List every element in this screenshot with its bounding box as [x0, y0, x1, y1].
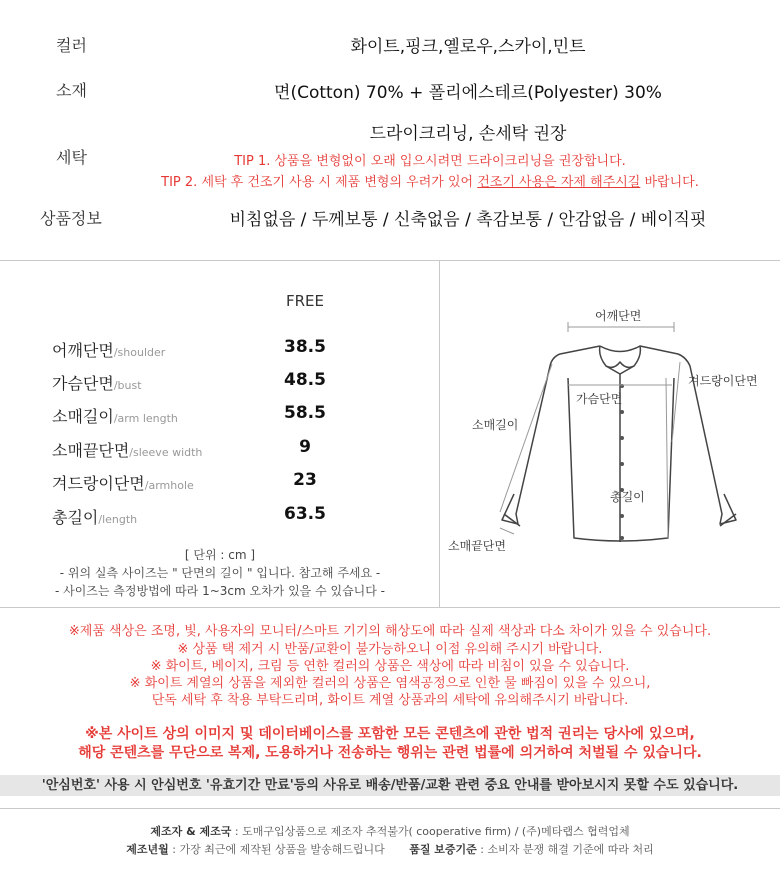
- size-note-1: - 위의 실측 사이즈는 " 단면의 길이 " 입니다. 참고해 주세요 -: [59, 566, 381, 580]
- divider: [0, 607, 780, 608]
- warning-line: ※ 화이트, 베이지, 크림 등 연한 컬러의 상품은 색상에 따라 비침이 있을 수 있습니다.: [150, 659, 630, 674]
- measure-lines: [500, 322, 680, 538]
- maker-value: : 도매구입상품으로 제조자 추적불가( cooperative firm) / (주)메타랩스 협력업체: [234, 825, 630, 838]
- size-row-value: 23: [293, 470, 317, 490]
- copyright-line: ※본 사이트 상의 이미지 및 데이터베이스를 포함한 모든 콘텐츠에 관한 법적 권리는 당사에 있으며,: [85, 726, 695, 742]
- size-row-en: /armhole: [144, 479, 194, 492]
- size-row-shoulder: [52, 338, 165, 361]
- size-row-label: 총길이: [52, 508, 99, 527]
- size-row-value: 48.5: [284, 370, 326, 390]
- material-value: 면(Cotton) 70% + 폴리에스테르(Polyester) 30%: [274, 83, 662, 103]
- size-row-en: /arm length: [113, 412, 178, 425]
- size-row-en: /shoulder: [113, 346, 166, 359]
- diagram-sleeve-width-label: 소매끝단면: [448, 539, 506, 553]
- notice-text: '안심번호' 사용 시 안심번호 '유효기간 만료'등의 사유로 배송/반품/교환 관련 중요 안내를 받아보시지 못할 수도 있습니다.: [41, 778, 739, 793]
- quality-value: : 소비자 분쟁 해결 기준에 따라 처리: [480, 843, 654, 856]
- warning-line: ※ 상품 택 제거 시 반품/교환이 불가능하오니 이점 유의해 주시기 바랍니다.: [177, 642, 603, 657]
- product-detail-value: 비침없음 / 두께보통 / 신축없음 / 촉감보통 / 안감없음 / 베이직핏: [229, 210, 707, 230]
- warning-line: 단독 세탁 후 착용 부탁드리며, 화이트 계열 상품과의 세탁에 유의해주시기 바랍니다.: [151, 693, 629, 708]
- size-row-length: [52, 505, 137, 528]
- notice-bar: [0, 775, 780, 796]
- copyright-line: 해당 콘텐츠를 무단으로 복제, 도용하거나 전송하는 행위는 관련 법률에 의거하여 처벌될 수 있습니다.: [78, 745, 702, 761]
- color-label: 컬러: [56, 36, 87, 55]
- size-row-value: 38.5: [284, 337, 326, 357]
- size-row-label: 소매끝단면: [52, 441, 130, 460]
- footer-date-quality: [0, 841, 780, 857]
- wash-label: 세탁: [56, 148, 87, 167]
- diagram-length-label: 총길이: [610, 490, 645, 504]
- size-row-arm-length: [52, 404, 178, 427]
- size-row-value: 9: [299, 437, 311, 457]
- diagram-shoulder-label: 어깨단면: [595, 309, 642, 323]
- wash-tip-1: TIP 1. 상품을 변형없이 오래 입으시려면 드라이크리닝을 권장합니다.: [234, 154, 626, 169]
- tip2-underlined: 건조기 사용은 자제 해주시길: [477, 175, 641, 190]
- size-unit: [ 단위 : cm ]: [184, 548, 256, 562]
- diagram-bust-label: 가슴단면: [576, 392, 623, 406]
- footer-maker: [0, 823, 780, 839]
- warning-line: ※ 화이트 계열의 상품을 제외한 컬러의 상품은 염색공정으로 인한 물 빠짐이 있을 수 있으니,: [129, 676, 651, 691]
- warning-line: ※제품 색상은 조명, 빛, 사용자의 모니터/스마트 기기의 해상도에 따라 실제 색상과 다소 차이가 있을 수 있습니다.: [68, 624, 712, 639]
- size-header: FREE: [285, 292, 324, 310]
- divider: [0, 808, 780, 809]
- date-value: : 가장 최근에 제작된 상품을 발송해드립니다: [172, 843, 385, 856]
- size-row-label: 소매길이: [52, 407, 114, 426]
- color-value: 화이트,핑크,옐로우,스카이,민트: [350, 37, 586, 57]
- size-row-en: /sleeve width: [129, 446, 203, 459]
- diagram-arm-length-label: 소매길이: [472, 418, 519, 432]
- tip2-prefix: TIP 2. 세탁 후 건조기 사용 시 제품 변형의 우려가 있어: [161, 175, 478, 190]
- date-label: 제조년월: [126, 843, 169, 856]
- size-row-label: 겨드랑이단면: [52, 474, 145, 493]
- wash-tip-2: [120, 171, 740, 190]
- diagram-armhole-label: 겨드랑이단면: [688, 374, 758, 388]
- size-row-armhole: [52, 471, 194, 494]
- size-row-value: 58.5: [284, 403, 326, 423]
- size-row-label: 어깨단면: [52, 341, 114, 360]
- size-row-bust: [52, 371, 142, 394]
- divider: [0, 260, 780, 261]
- size-row-en: /bust: [113, 379, 142, 392]
- size-note-2: - 사이즈는 측정방법에 따라 1~3cm 오차가 있을 수 있습니다 -: [54, 584, 386, 598]
- tip2-suffix: 바랍니다.: [640, 175, 699, 190]
- size-row-label: 가슴단면: [52, 374, 114, 393]
- size-row-value: 63.5: [284, 504, 326, 524]
- size-row-en: /length: [98, 513, 138, 526]
- material-label: 소재: [56, 81, 87, 100]
- wash-value: 드라이크리닝, 손세탁 권장: [369, 124, 567, 144]
- size-row-sleeve-width: [52, 438, 202, 461]
- quality-label: 품질 보증기준: [409, 843, 477, 856]
- product-detail-label: 상품정보: [40, 209, 102, 228]
- maker-label: 제조자 & 제조국: [150, 825, 232, 838]
